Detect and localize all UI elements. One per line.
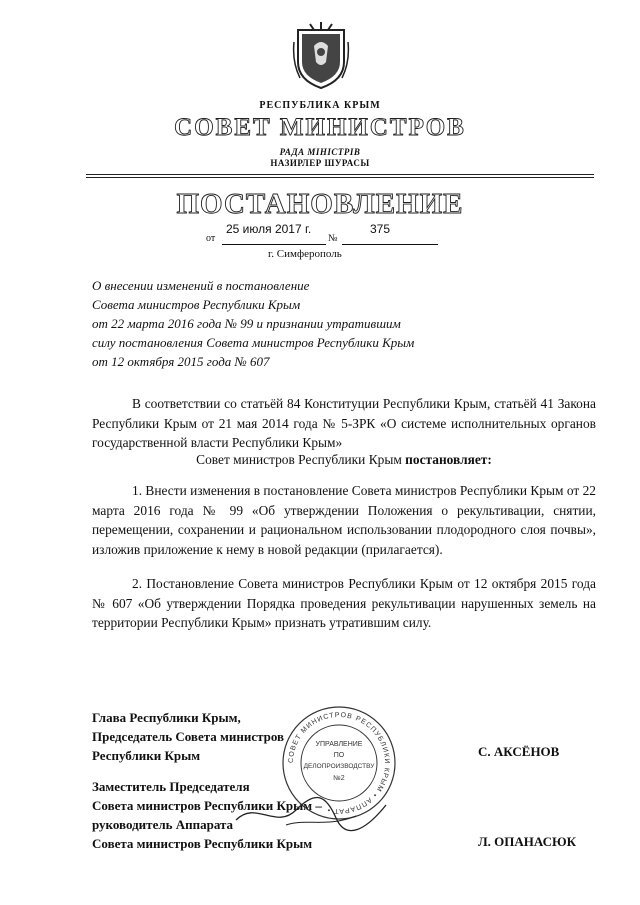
- signature-title-line: Глава Республики Крым,: [92, 710, 241, 725]
- subject-line: от 12 октября 2015 года № 607: [92, 354, 270, 369]
- subject-line: Совета министров Республики Крым: [92, 297, 301, 312]
- stamp-line: ДЕЛОПРОИЗВОДСТВУ: [303, 763, 375, 770]
- signature-title-line: Совета министров Республики Крым –: [92, 798, 322, 813]
- decree-date: 25 июля 2017 г.: [226, 222, 312, 236]
- signature-title-line: Республики Крым: [92, 748, 201, 763]
- paragraph-item-1: 1. Внести изменения в постановление Совета министров Республики Крым от 22 марта 2016 года № 99 «Об утверждении Положения о рекультивации, снятии, перемещении, сохранении и рациональном использовании плодородного слоя почвы», изложив приложение к нему в новой редакции (прилагается).: [92, 483, 596, 557]
- stamp-line: УПРАВЛЕНИЕ: [315, 741, 363, 748]
- number-label: №: [328, 233, 338, 244]
- header-republic: РЕСПУБЛИКА КРЫМ: [259, 100, 381, 111]
- date-underline: [222, 244, 326, 245]
- paragraph-resolves: [92, 452, 596, 468]
- decree-title: ПОСТАНОВЛЕНИЕ: [176, 188, 464, 220]
- signature-title-line: Совета министров Республики Крым: [92, 836, 313, 851]
- handwritten-signature: [226, 790, 396, 840]
- signature-title-line: Председатель Совета министров: [92, 729, 285, 744]
- header-sub-ukrainian: РАДА МІНІСТРІВ: [279, 147, 361, 157]
- signatory-name-head: С. АКСЁНОВ: [478, 744, 560, 759]
- subject-line: от 22 марта 2016 года № 99 и признании утратившим: [92, 316, 401, 331]
- decree-city: г. Симферополь: [268, 248, 342, 260]
- coat-of-arms-emblem: [292, 22, 350, 90]
- stamp-line: ПО: [333, 752, 345, 759]
- decree-subject: [92, 276, 492, 371]
- date-label: от: [206, 233, 216, 244]
- signature-block-head: [92, 708, 284, 765]
- stamp-ring-text: СОВЕТ МИНИСТРОВ РЕСПУБЛИКИ КРЫМ • АППАРАТ •: [287, 711, 391, 815]
- paragraph-preamble: В соответствии со статьёй 84 Конституции Республики Крым, статьёй 41 Закона Республики Крым от 21 мая 2014 года № 5-ЗРК «О системе исполнительных органов государственной власти Республики Крым»: [92, 396, 596, 450]
- header-rule-top: [86, 174, 594, 175]
- header-rule-bottom: [86, 177, 594, 178]
- paragraph-item-2: 2. Постановление Совета министров Республики Крым от 12 октября 2015 года № 607 «Об утверждении Порядка проведения рекультивации нарушенных земель на территории Республики Крым» признать утратившим силу.: [92, 576, 596, 630]
- subject-line: О внесении изменений в постановление: [92, 278, 310, 293]
- decree-number: 375: [370, 222, 391, 236]
- resolves-keyword: постановляет:: [405, 452, 492, 467]
- stamp-line: №2: [333, 775, 345, 782]
- number-underline: [342, 244, 438, 245]
- signatory-name-deputy: Л. ОПАНАСЮК: [478, 834, 577, 849]
- resolves-prefix: Совет министров Республики Крым: [196, 452, 406, 467]
- signature-title-line: Заместитель Председателя: [92, 779, 250, 794]
- signature-title-line: руководитель Аппарата: [92, 817, 234, 832]
- subject-line: силу постановления Совета министров Республики Крым: [92, 335, 415, 350]
- header-council: СОВЕТ МИНИСТРОВ: [174, 114, 466, 141]
- decree-date-number-row: [206, 222, 442, 246]
- header-sub-crimean: НАЗИРЛЕР ШУРАСЫ: [270, 158, 370, 168]
